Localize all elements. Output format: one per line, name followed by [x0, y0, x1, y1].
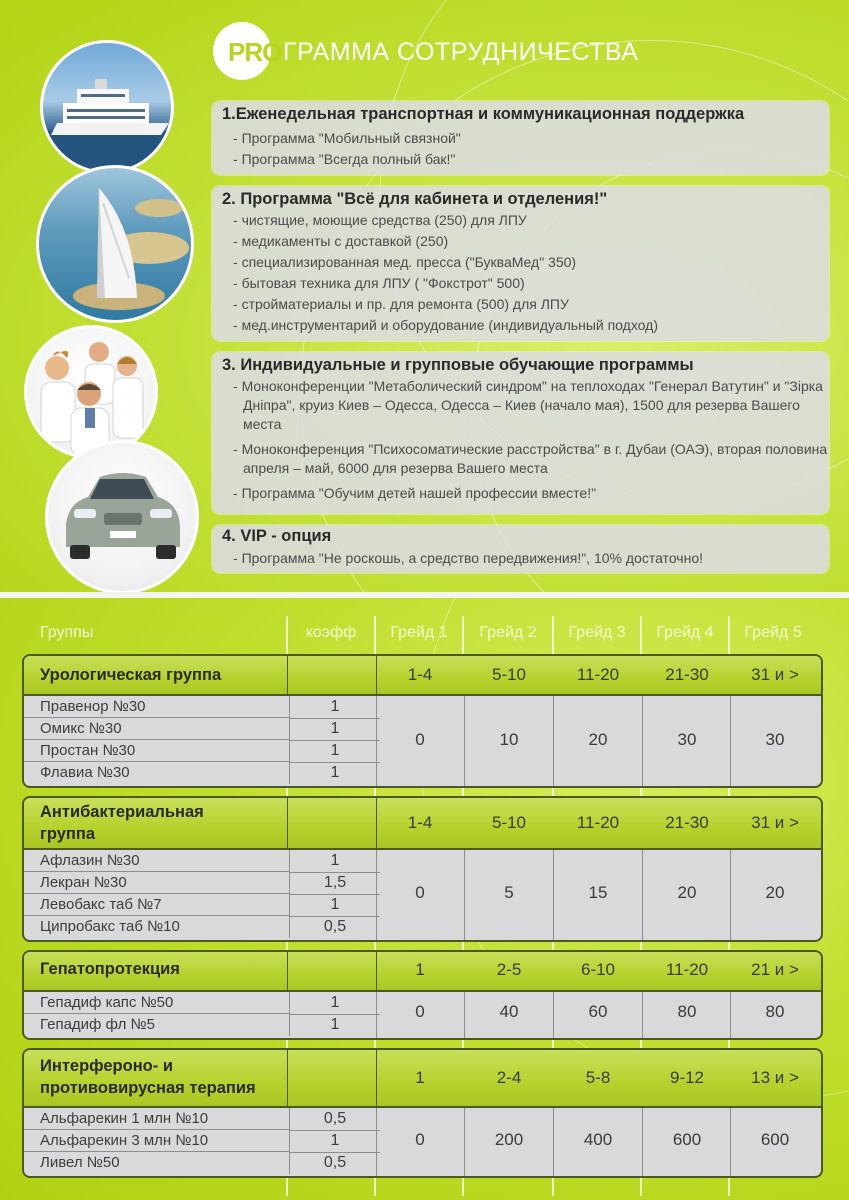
product-coef: 1 — [289, 894, 380, 917]
program-item: - Программа "Всегда полный бак!" — [222, 149, 829, 170]
program-item: - Моноконференции "Метаболический синдром" на теплоходах "Генерал Ватутин" и "Зірка Дніпра", круиз Киев – Одесса, Одесса – Киев (начало мая), 1500 для резерва Вашего места — [222, 377, 829, 434]
logo-text: PRO — [228, 37, 282, 67]
product-coef: 1 — [289, 762, 380, 784]
group-urology — [22, 654, 823, 788]
program-item: - Моноконференция "Психосоматические расстройства" в г. Дубаи (ОАЭ), вторая половина апреля – май, 6000 для резерва Вашего места — [222, 440, 829, 478]
product-coef: 1,5 — [289, 872, 380, 895]
product-name: Правенор №30 — [24, 696, 289, 718]
burj-al-arab-image — [39, 168, 191, 320]
points-grade-5: 20 — [765, 883, 785, 902]
product-coef: 0,5 — [289, 1152, 380, 1174]
product-name: Ливел №50 — [40, 1154, 120, 1171]
group-header — [24, 798, 821, 850]
program-item: - Программа "Не роскошь, а средство передвижения!", 10% достаточно! — [222, 548, 829, 569]
program-item: - стройматериалы и пр. для ремонта (500) для ЛПУ — [222, 294, 829, 315]
product-name: Альфарекин 1 млн №10 — [24, 1108, 289, 1130]
program-item: - бытовая техника для ЛПУ ( "Фокстрот" 500) — [222, 273, 829, 294]
range-grade-2: 5-10 — [491, 665, 527, 684]
program-item: - Программа "Обучим детей нашей профессии вместе!" — [222, 484, 829, 503]
product-name: Альфарекин 3 млн №10 — [24, 1130, 289, 1152]
program-title: 4. VIP - опция — [222, 527, 332, 545]
product-name: Гепадиф капс №50 — [24, 992, 289, 1014]
points-grade-1: 0 — [415, 1130, 425, 1149]
program-box-transport — [212, 101, 829, 175]
range-grade-4: 21-30 — [665, 813, 709, 832]
table-header — [0, 618, 849, 648]
product-name: Флавиа №30 — [40, 764, 130, 781]
product-name: Простан №30 — [24, 740, 289, 762]
program-item: - специализированная мед. пресса ("БукваМед" 350) — [222, 252, 829, 273]
points-grade-3: 15 — [588, 883, 608, 902]
product-name: Омикс №30 — [24, 718, 289, 740]
cruise-ship-photo — [40, 40, 174, 174]
product-coef: 1 — [289, 850, 380, 873]
header-grade-4: Грейд 4 — [656, 624, 714, 641]
range-grade-1: 1 — [415, 960, 425, 979]
product-coef: 0,5 — [289, 916, 380, 938]
range-grade-2: 2-4 — [496, 1068, 522, 1087]
points-grade-2: 40 — [499, 1002, 519, 1021]
header-coef: коэфф — [305, 624, 357, 641]
range-grade-4: 11-20 — [665, 960, 709, 979]
group-title: Гепатопротекция — [40, 960, 180, 978]
points-grade-1: 0 — [415, 1002, 425, 1021]
product-coef: 1 — [289, 740, 380, 763]
points-grade-4: 600 — [672, 1130, 702, 1149]
points-grade-4: 20 — [677, 883, 697, 902]
product-coef: 0,5 — [289, 1108, 380, 1131]
group-title: Урологическая группа — [40, 666, 222, 684]
points-grade-1: 0 — [415, 730, 425, 749]
page-title: ГРАММА СОТРУДНИЧЕСТВА — [283, 38, 639, 66]
program-item: - чистящие, моющие средства (250) для ЛПУ — [222, 210, 829, 231]
range-grade-3: 6-10 — [580, 960, 616, 979]
points-grade-5: 30 — [765, 730, 785, 749]
header-grade-5: Грейд 5 — [744, 624, 802, 641]
points-grade-3: 60 — [588, 1002, 608, 1021]
program-list — [222, 548, 829, 569]
doctors-image — [27, 328, 155, 456]
program-list — [222, 210, 829, 336]
program-box-education — [212, 352, 829, 514]
product-name: Лекран №30 — [24, 872, 289, 894]
product-coef: 1 — [289, 992, 380, 1015]
group-hepatoprotection — [22, 950, 823, 1040]
header-grade-2: Грейд 2 — [479, 624, 537, 641]
points-grade-2: 200 — [494, 1130, 524, 1149]
cell-divider — [287, 1050, 288, 1106]
cruise-ship-image — [43, 43, 171, 171]
burj-al-arab-photo — [36, 165, 194, 323]
group-title: Антибактериальная группа — [40, 803, 204, 843]
program-panel — [0, 0, 849, 592]
header-grade-1: Грейд 1 — [390, 624, 448, 641]
group-title: Интерфероно- и противовирусная терапия — [40, 1057, 256, 1097]
header-grade-3: Грейд 3 — [568, 624, 626, 641]
doctors-photo — [24, 325, 158, 459]
program-title: 2. Программа "Всё для кабинета и отделения!" — [222, 190, 608, 208]
product-coef: 1 — [289, 1130, 380, 1153]
program-item: - Программа "Мобильный связной" — [222, 128, 829, 149]
points-grade-5: 80 — [765, 1002, 785, 1021]
points-grade-4: 30 — [677, 730, 697, 749]
product-coef: 1 — [289, 1014, 380, 1036]
group-antiviral — [22, 1048, 823, 1178]
program-box-vip — [212, 525, 829, 573]
range-grade-3: 11-20 — [576, 665, 620, 684]
points-grade-4: 80 — [677, 1002, 697, 1021]
range-grade-3: 5-8 — [585, 1068, 611, 1087]
range-grade-2: 5-10 — [491, 813, 527, 832]
range-grade-5: 31 и > — [751, 665, 799, 684]
program-item: - мед.инструментарий и оборудование (индивидуальный подход) — [222, 315, 829, 336]
range-grade-5: 31 и > — [751, 813, 799, 832]
product-coef: 1 — [289, 718, 380, 741]
group-antibacterial — [22, 796, 823, 942]
group-header — [24, 952, 821, 992]
points-grade-2: 5 — [504, 883, 514, 902]
group-header — [24, 656, 821, 696]
cell-divider — [287, 656, 288, 694]
product-coef: 1 — [289, 696, 380, 719]
program-list — [222, 128, 829, 170]
product-name: Гепадиф фл №5 — [40, 1016, 155, 1033]
range-grade-4: 21-30 — [665, 665, 709, 684]
range-grade-5: 13 и > — [751, 1068, 799, 1087]
program-title: 1.Еженедельная транспортная и коммуникационная поддержка — [222, 105, 745, 123]
range-grade-3: 11-20 — [576, 813, 620, 832]
program-item: - медикаменты с доставкой (250) — [222, 231, 829, 252]
product-name: Афлазин №30 — [24, 850, 289, 872]
range-grade-2: 2-5 — [496, 960, 522, 979]
product-name: Ципробакс таб №10 — [40, 918, 180, 935]
points-grade-1: 0 — [415, 883, 425, 902]
points-grade-5: 600 — [760, 1130, 790, 1149]
program-list — [222, 377, 829, 503]
cell-divider — [287, 798, 288, 848]
points-grade-3: 400 — [583, 1130, 613, 1149]
cell-divider — [287, 952, 288, 990]
grade-table-panel — [0, 598, 849, 1200]
product-name: Левобакс таб №7 — [24, 894, 289, 916]
points-grade-2: 10 — [499, 730, 519, 749]
group-header — [24, 1050, 821, 1108]
program-title: 3. Индивидуальные и групповые обучающие программы — [222, 356, 694, 374]
points-grade-3: 20 — [588, 730, 608, 749]
header-groups: Группы — [40, 624, 94, 641]
car-image — [48, 443, 196, 591]
range-grade-5: 21 и > — [751, 960, 799, 979]
range-grade-4: 9-12 — [669, 1068, 705, 1087]
range-grade-1: 1-4 — [407, 813, 433, 832]
car-photo — [45, 440, 199, 592]
program-box-office — [212, 186, 829, 341]
range-grade-1: 1 — [415, 1068, 425, 1087]
range-grade-1: 1-4 — [407, 665, 433, 684]
